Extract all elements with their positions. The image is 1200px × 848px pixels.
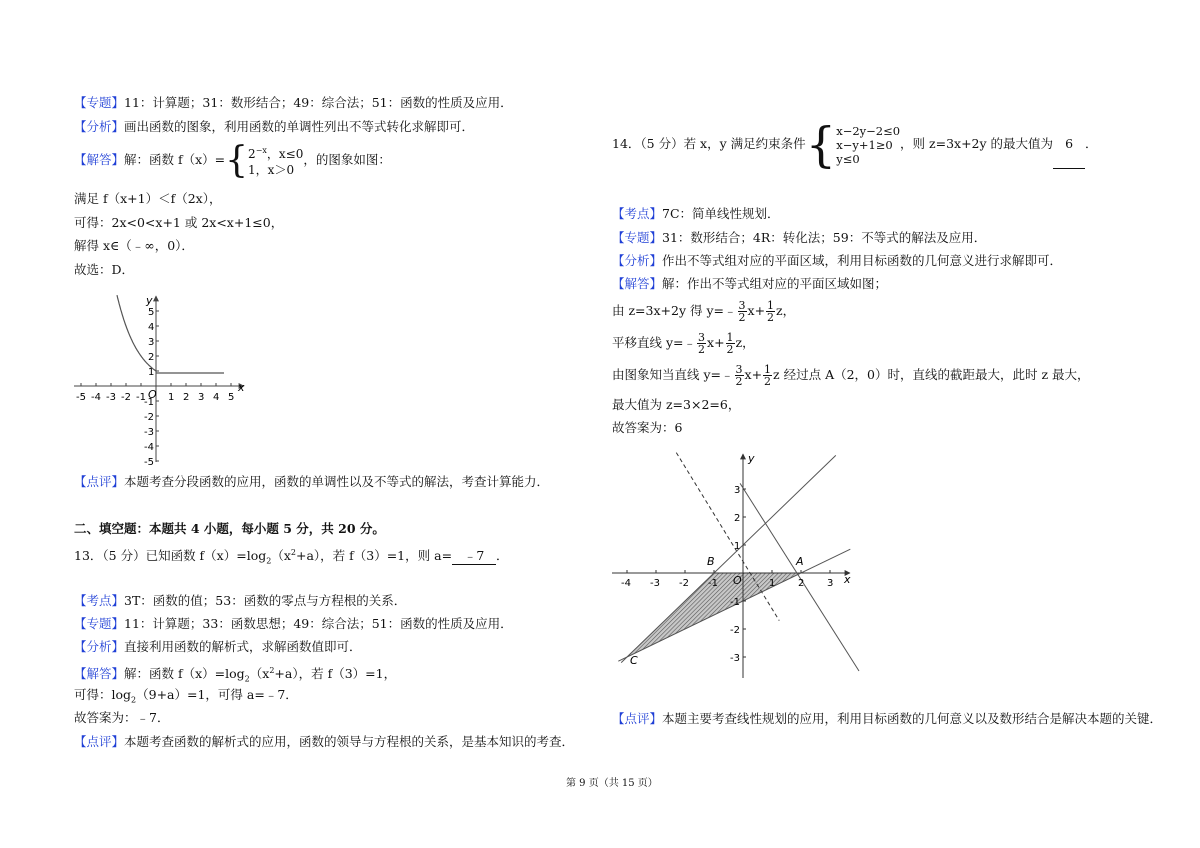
- point-label-c: C: [630, 654, 638, 667]
- section-heading: 二、填空题：本题共 4 小题，每小题 5 分，共 20 分。: [74, 521, 385, 536]
- x-tick-label: -2: [679, 578, 689, 589]
- x-axis-label: x: [844, 573, 851, 586]
- x-tick-label: -1: [136, 392, 146, 403]
- system-brace: {: [805, 116, 837, 173]
- y-tick-label: -3: [730, 653, 740, 664]
- review-line: 【点评】本题考查函数的解析式的应用，函数的领导与方程根的关系，是基本知识的考查．: [74, 734, 575, 749]
- solution-tag: 【解答】: [74, 666, 125, 682]
- y-tick-label: -2: [730, 625, 740, 636]
- text-line: 解得 x∈（﹣∞，0）．: [74, 238, 194, 253]
- text-line: 故选：D．: [74, 262, 135, 277]
- x-tick-label: -3: [650, 578, 660, 589]
- x-tick-label: 3: [198, 392, 205, 403]
- question-14: 14．（5 分）若 x，y 满足约束条件{x−2y−2≤0 x−y+1≥0 y≤0，则 z=3x+2y 的最大值为 6 ．: [612, 116, 1098, 173]
- text-line: 由图象知当直线 y=﹣ $\frac{3}{2}$ x+ $\frac{1}{2}$ z 经过点 A（2，0）时，直线的截距最大，此时 z 最大，: [612, 363, 1090, 388]
- review-line: 【点评】本题主要考查线性规划的应用，利用目标函数的几何意义以及数形结合是解决本题的关键．: [612, 711, 1163, 726]
- text-line: 由 z=3x+2y 得 y=﹣ $\frac{3}{2}$ x+ $\frac{1}{2}$ z，: [612, 299, 796, 324]
- solution-line: 【解答】解：作出不等式组对应的平面区域如图；: [612, 276, 888, 291]
- x-tick-label: -4: [621, 578, 631, 589]
- x-tick-label: 2: [183, 392, 190, 403]
- y-tick-label: -4: [144, 442, 154, 453]
- feasible-region-graph: [608, 446, 898, 686]
- y-tick-label: 2: [734, 513, 741, 524]
- topic-line: 【专题】11：计算题；31：数形结合；49：综合法；51：函数的性质及应用．: [74, 95, 513, 110]
- y-tick-label: -1: [730, 597, 740, 608]
- y-tick-label: 2: [148, 352, 155, 363]
- text-line: 可得：2x<0<x+1 或 2x<x+1≤0，: [74, 215, 284, 230]
- x-tick-label: 4: [213, 392, 220, 403]
- review-tag: 【点评】: [74, 734, 125, 749]
- y-tick-label: 1: [148, 367, 155, 378]
- constraint-line-x-y+1: [621, 455, 836, 662]
- analysis-line: 【分析】作出不等式组对应的平面区域，利用目标函数的几何意义进行求解即可．: [612, 253, 1063, 268]
- origin-label: O: [733, 574, 742, 587]
- constraint-system: x−2y−2≤0 x−y+1≥0 y≤0: [836, 123, 901, 166]
- review-line: 【点评】本题考查分段函数的应用，函数的单调性以及不等式的解法，考查计算能力．: [74, 474, 550, 489]
- topic-line: 【专题】11：计算题；33：函数思想；49：综合法；51：函数的性质及应用．: [74, 616, 513, 631]
- x-tick-label: -1: [708, 578, 718, 589]
- question-13: 13．（5 分）已知函数 $f(x)=\log_2(x^2+a)$，若 f（3）=1，则 a= ﹣7 ．: [74, 548, 509, 566]
- analysis-tag: 【分析】: [74, 639, 125, 654]
- origin-label: O: [148, 388, 157, 401]
- x-tick-label: 5: [228, 392, 235, 403]
- analysis-line: 【分析】画出函数的图象，利用函数的单调性列出不等式转化求解即可．: [74, 119, 475, 134]
- analysis-tag: 【分析】: [612, 253, 663, 268]
- page-footer: 第 9 页（共 15 页）: [566, 778, 658, 789]
- y-tick-label: 1: [734, 541, 741, 552]
- y-tick-label: 3: [734, 485, 741, 496]
- y-tick-label: -3: [144, 427, 154, 438]
- text-line: 故答案为：6: [612, 420, 683, 435]
- x-tick-label: 1: [168, 392, 175, 403]
- review-tag: 【点评】: [612, 711, 663, 726]
- piecewise-function-graph: [70, 282, 250, 468]
- review-tag: 【点评】: [74, 474, 125, 489]
- text-line: 可得：$\log_2(9+a)=1$，可得 a=﹣7．: [74, 687, 298, 705]
- x-tick-label: -3: [106, 392, 116, 403]
- point-tag: 【考点】: [74, 593, 125, 608]
- y-tick-label: 5: [148, 307, 155, 318]
- topic-tag: 【专题】: [74, 95, 125, 110]
- point-tag: 【考点】: [612, 206, 663, 221]
- text-line: 平移直线 y=﹣ $\frac{3}{2}$ x+ $\frac{1}{2}$ z，: [612, 331, 755, 356]
- y-tick-label: -2: [144, 412, 154, 423]
- analysis-line: 【分析】直接利用函数的解析式，求解函数值即可．: [74, 639, 362, 654]
- y-tick-label: -5: [144, 457, 154, 468]
- text-line: 满足 f（x+1）＜f（2x），: [74, 191, 222, 206]
- answer-blank: ﹣7: [452, 548, 496, 565]
- x-axis-label: x: [238, 381, 245, 394]
- y-tick-label: -1: [144, 397, 154, 408]
- solution-tag: 【解答】: [612, 276, 663, 291]
- y-axis-label: y: [146, 294, 153, 307]
- y-tick-label: 3: [148, 337, 155, 348]
- analysis-tag: 【分析】: [74, 119, 125, 134]
- topic-tag: 【专题】: [74, 616, 125, 631]
- text-line: 故答案为：﹣7．: [74, 710, 170, 725]
- solution-tag: 【解答】: [74, 152, 125, 167]
- point-line: 【考点】3T：函数的值；53：函数的零点与方程根的关系．: [74, 593, 407, 608]
- point-label-b: B: [707, 555, 715, 568]
- solution-line: 【解答】解：函数 $f(x)=\{2^{-x}$，x≤0 1，x＞0，的图象如图：: [74, 139, 391, 181]
- x-tick-label: 3: [827, 578, 834, 589]
- piecewise-cases: $2^{-x}$，x≤0 1，x＞0: [248, 146, 304, 177]
- text-line: 最大值为 z=3×2=6，: [612, 397, 741, 412]
- point-line: 【考点】7C：简单线性规划．: [612, 206, 780, 221]
- x-tick-label: -5: [76, 392, 86, 403]
- solution-line: 【解答】解：函数 $f(x)=\log_2(x^2+a)$，若 f（3）=1，: [74, 666, 397, 684]
- x-tick-label: -4: [91, 392, 101, 403]
- x-tick-label: 2: [798, 578, 805, 589]
- piecewise-brace: {: [225, 139, 249, 181]
- x-tick-label: 1: [769, 578, 776, 589]
- topic-tag: 【专题】: [612, 230, 663, 245]
- y-tick-label: 4: [148, 322, 155, 333]
- x-tick-label: -2: [121, 392, 131, 403]
- point-label-a: A: [796, 555, 804, 568]
- answer-blank: 6: [1053, 120, 1085, 169]
- y-axis-label: y: [748, 452, 755, 465]
- topic-line: 【专题】31：数形结合；4R：转化法；59：不等式的解法及应用．: [612, 230, 987, 245]
